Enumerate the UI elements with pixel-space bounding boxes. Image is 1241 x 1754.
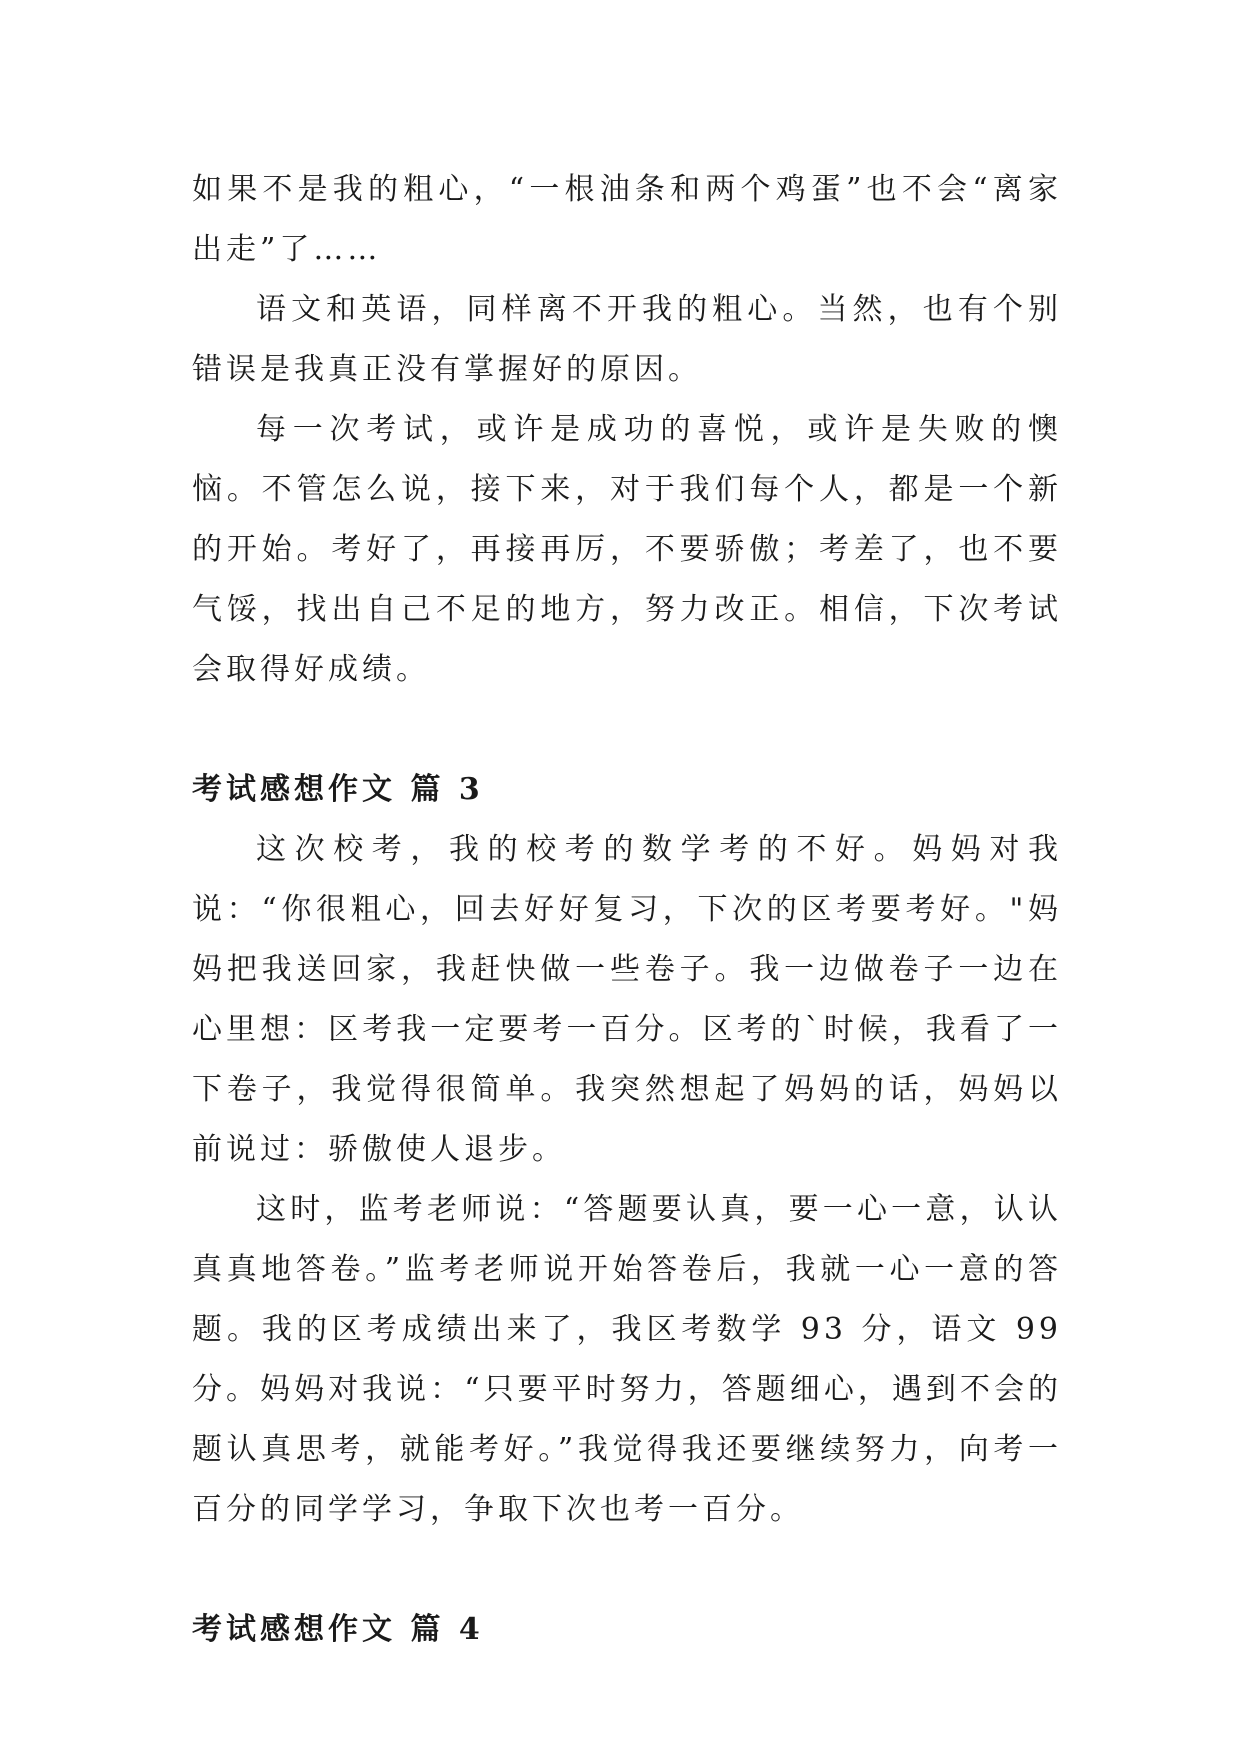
- paragraph-1: 如果不是我的粗心，“一根油条和两个鸡蛋”也不会“离家出走”了……: [192, 172, 1062, 267]
- section-3-paragraph-1: 这次校考，我的校考的数学考的不好。妈妈对我说：“你很粗心，回去好好复习，下次的区考要考好。"妈妈把我送回家，我赶快做一些卷子。我一边做卷子一边在心里想：区考我一定要考一百分。区考的`时候，我看了一下卷子，我觉得很简单。我突然想起了妈妈的话，妈妈以前说过：骄傲使人退步。: [192, 832, 1062, 1167]
- section-gap: [192, 1540, 1062, 1600]
- section-3-paragraph-2: 这时，监考老师说：“答题要认真，要一心一意，认认真真地答卷。”监考老师说开始答卷后，我就一心一意的答题。我的区考成绩出来了，我区考数学 93 分，语文 99 分。妈妈对我说：“只要平时努力，答题细心，遇到不会的题认真思考，就能考好。”我觉得我还要继续努力，向考一百分的同学学习，争取下次也考一百分。: [192, 1192, 1062, 1527]
- paragraph-2: 语文和英语，同样离不开我的粗心。当然，也有个别错误是我真正没有掌握好的原因。: [192, 292, 1062, 387]
- section-3-heading: 考试感想作文 篇 3: [192, 772, 484, 807]
- paragraph-3: 每一次考试，或许是成功的喜悦，或许是失败的懊恼。不管怎么说，接下来，对于我们每个人，都是一个新的开始。考好了，再接再厉，不要骄傲；考差了，也不要气馁，找出自己不足的地方，努力改正。相信，下次考试会取得好成绩。: [192, 412, 1062, 687]
- section-4-heading: 考试感想作文 篇 4: [192, 1612, 484, 1647]
- document-page: [192, 160, 1062, 1660]
- section-gap: [192, 700, 1062, 760]
